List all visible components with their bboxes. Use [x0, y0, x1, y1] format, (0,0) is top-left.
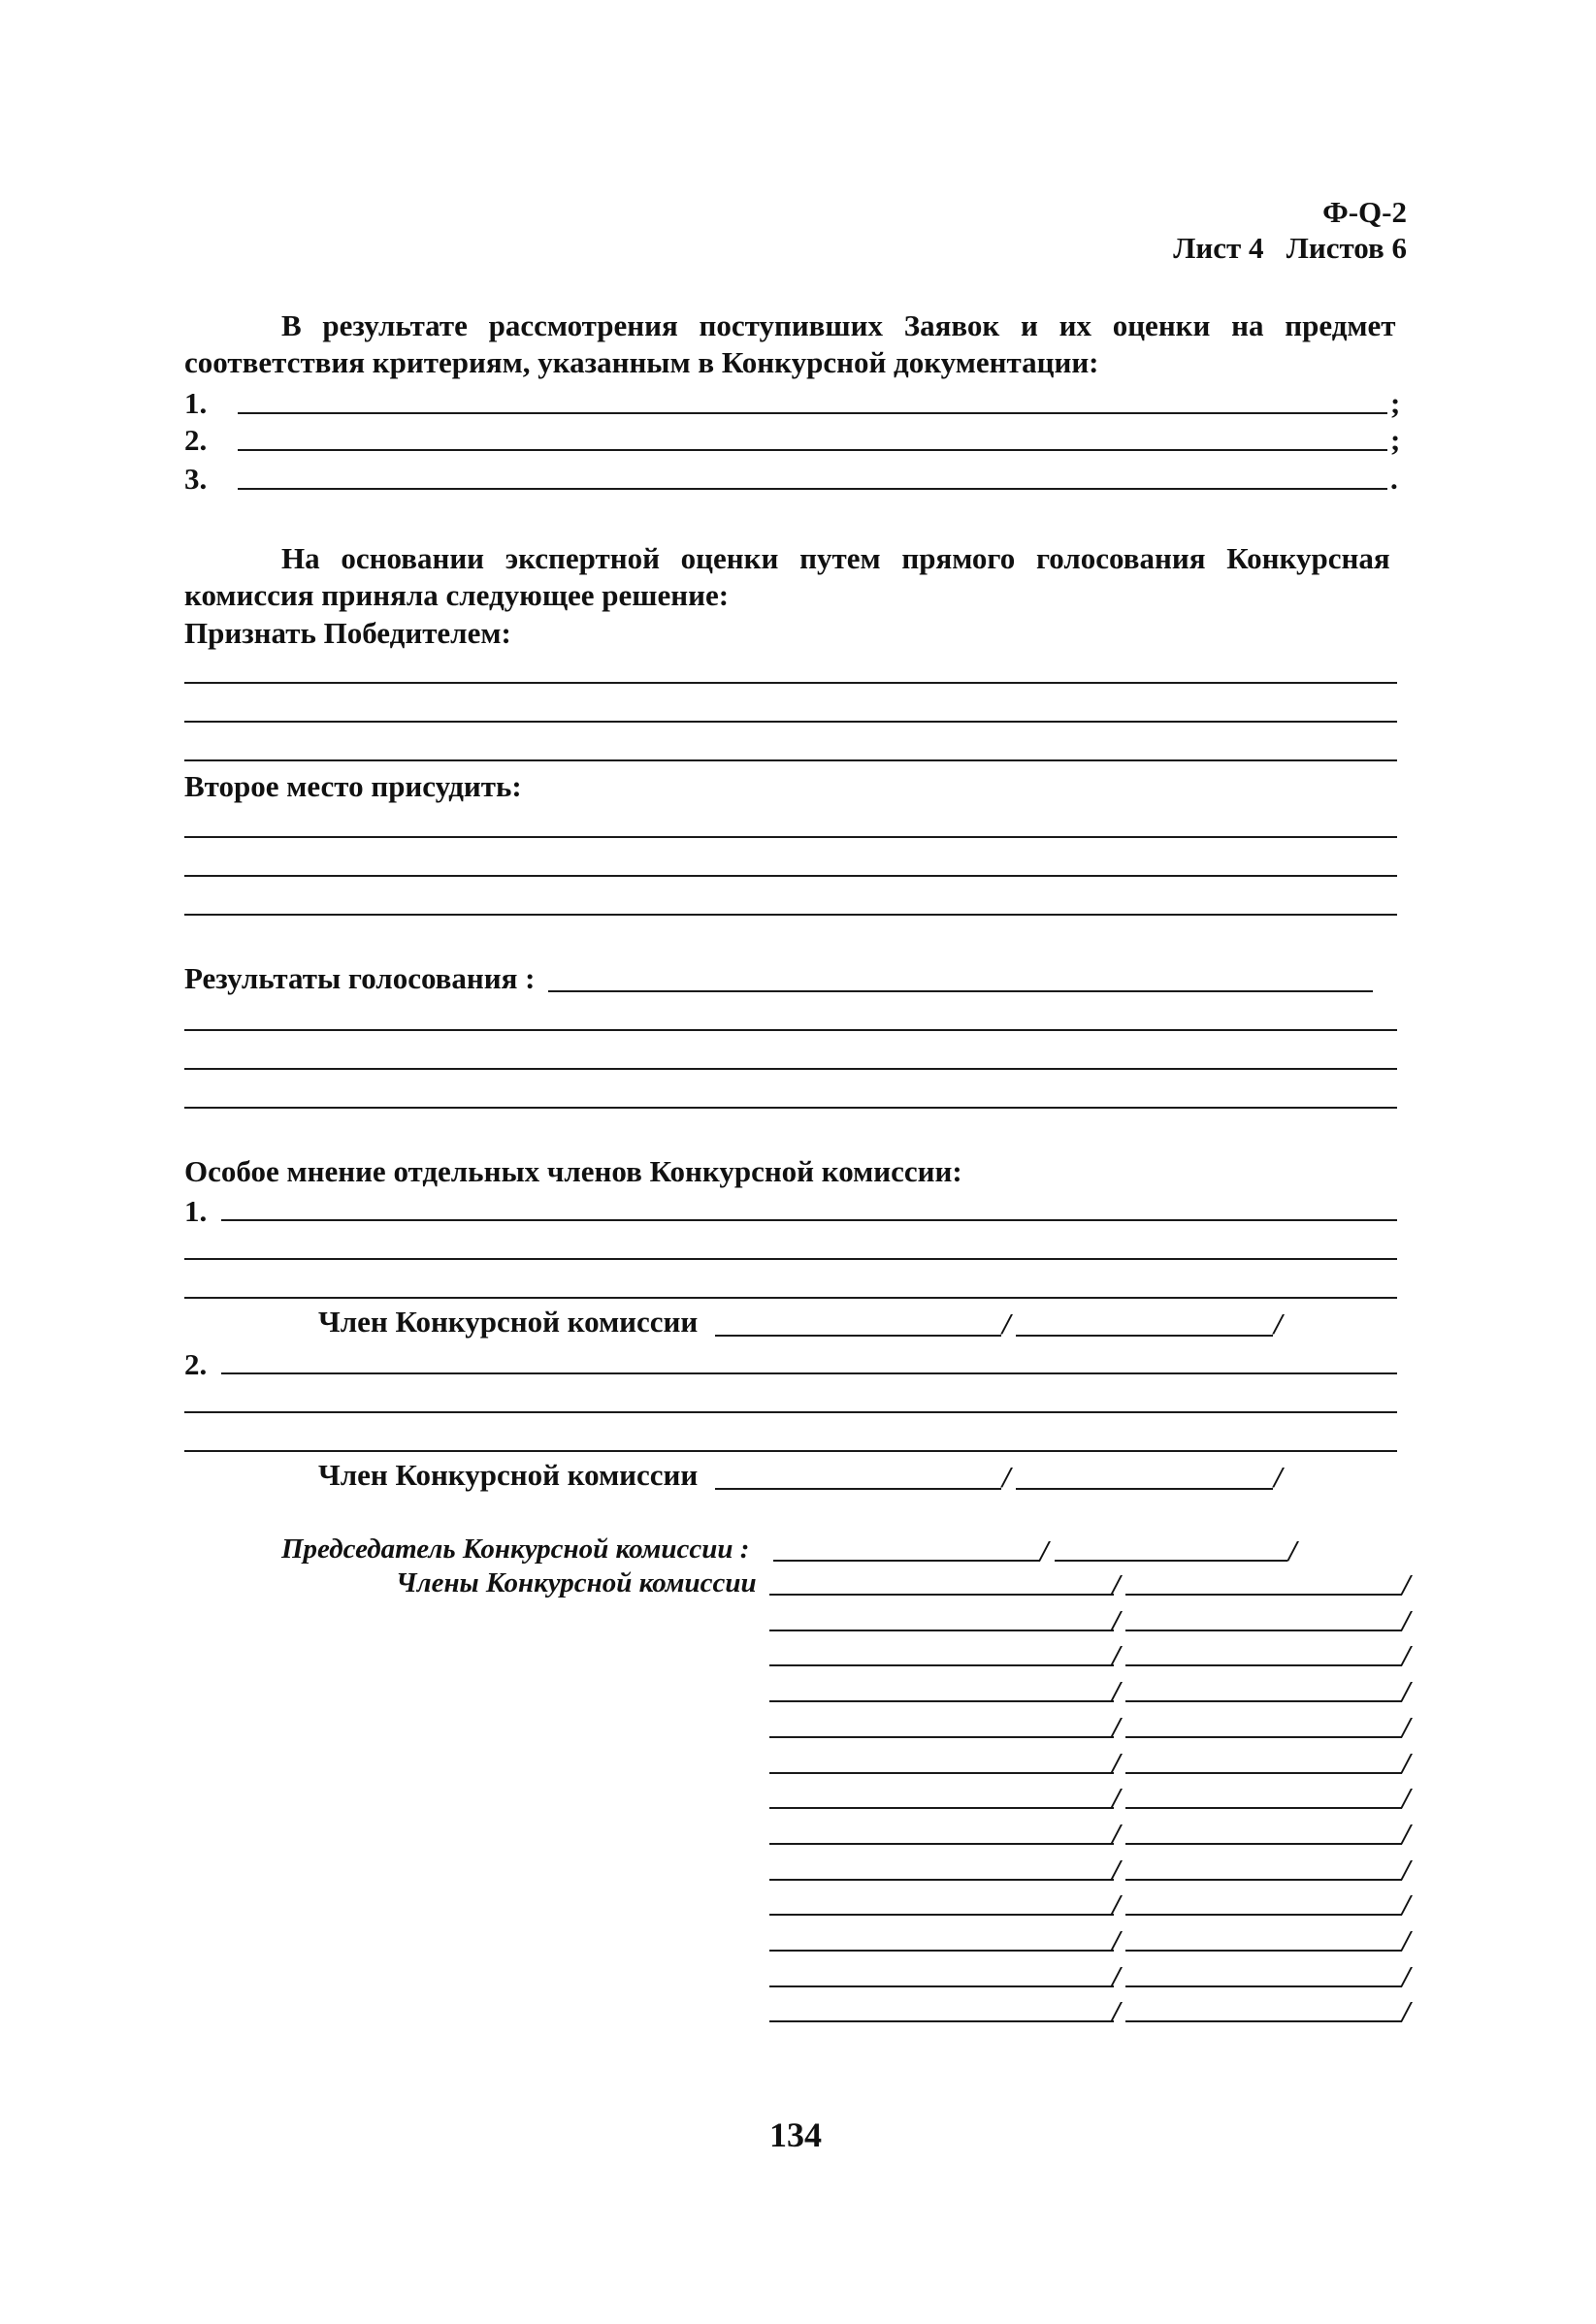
results-item-2-end: ;	[1390, 423, 1401, 457]
chairman-slash-2: /	[1288, 1533, 1297, 1567]
dissent-2-number: 2.	[184, 1347, 208, 1381]
member-slash: /	[1112, 1638, 1121, 1672]
dissent-1-field-2[interactable]	[184, 1258, 1397, 1260]
member-slash: /	[1402, 1959, 1411, 1993]
second-place-label: Второе место присудить:	[184, 769, 522, 803]
dissent-2-field-1[interactable]	[221, 1372, 1397, 1374]
dissent-1-slash-2: /	[1274, 1307, 1283, 1340]
member-name-field[interactable]	[1125, 1914, 1402, 1916]
vote-results-label: Результаты голосования :	[184, 961, 536, 995]
member-signature-field[interactable]	[769, 1985, 1114, 1987]
member-slash: /	[1402, 1674, 1411, 1708]
member-signature-field[interactable]	[769, 1843, 1114, 1845]
results-item-1-end: ;	[1390, 386, 1401, 420]
decision-paragraph-line1: На основании экспертной оценки путем прямого голосования Конкурсная	[281, 541, 1390, 575]
chairman-signature-field[interactable]	[773, 1560, 1040, 1562]
members-label: Члены Конкурсной комиссии	[396, 1567, 757, 1598]
member-name-field[interactable]	[1125, 1772, 1402, 1774]
dissent-title: Особое мнение отдельных членов Конкурсной комиссии:	[184, 1154, 962, 1188]
member-signature-field[interactable]	[769, 1736, 1114, 1738]
member-name-field[interactable]	[1125, 2020, 1402, 2022]
member-slash: /	[1112, 1817, 1121, 1851]
results-item-1-field[interactable]	[238, 412, 1387, 414]
member-signature-field[interactable]	[769, 1914, 1114, 1916]
member-signature-field[interactable]	[769, 1700, 1114, 1702]
dissent-2-field-2[interactable]	[184, 1411, 1397, 1413]
member-slash: /	[1112, 1674, 1121, 1708]
member-signature-field[interactable]	[769, 2020, 1114, 2022]
member-slash: /	[1112, 1853, 1121, 1887]
chairman-slash-1: /	[1040, 1533, 1049, 1567]
member-signature-field[interactable]	[769, 1950, 1114, 1952]
dissent-2-field-3[interactable]	[184, 1450, 1397, 1452]
member-slash: /	[1402, 1853, 1411, 1887]
member-slash: /	[1402, 1781, 1411, 1815]
results-item-1-number: 1.	[184, 386, 208, 420]
winner-field-1[interactable]	[184, 682, 1397, 684]
second-place-field-1[interactable]	[184, 836, 1397, 838]
vote-results-field-2[interactable]	[184, 1068, 1397, 1070]
member-signature-field[interactable]	[769, 1772, 1114, 1774]
member-signature-field[interactable]	[769, 1630, 1114, 1631]
member-signature-field[interactable]	[769, 1664, 1114, 1666]
decision-paragraph-line2: комиссия приняла следующее решение:	[184, 578, 730, 612]
member-slash: /	[1112, 1746, 1121, 1780]
dissent-1-name-field[interactable]	[1016, 1335, 1273, 1337]
member-signature-field[interactable]	[769, 1879, 1114, 1881]
dissent-1-signature-field[interactable]	[715, 1335, 1001, 1337]
winner-field-3[interactable]	[184, 759, 1397, 761]
results-item-3-end: .	[1390, 462, 1398, 496]
member-name-field[interactable]	[1125, 1736, 1402, 1738]
member-slash: /	[1112, 1994, 1121, 2028]
member-slash: /	[1402, 1638, 1411, 1672]
member-name-field[interactable]	[1125, 1594, 1402, 1596]
winner-label: Признать Победителем:	[184, 616, 511, 650]
sheet-info: Лист 4 Листов 6	[1173, 231, 1407, 265]
member-name-field[interactable]	[1125, 1843, 1402, 1845]
form-code: Ф-Q-2	[1322, 195, 1407, 229]
results-item-2-field[interactable]	[238, 449, 1387, 451]
chairman-name-field[interactable]	[1055, 1560, 1287, 1562]
member-slash: /	[1402, 1603, 1411, 1637]
dissent-1-field-1[interactable]	[221, 1219, 1397, 1221]
dissent-2-name-field[interactable]	[1016, 1488, 1273, 1490]
member-signature-field[interactable]	[769, 1807, 1114, 1809]
dissent-2-slash-2: /	[1274, 1460, 1283, 1494]
member-name-field[interactable]	[1125, 1630, 1402, 1631]
member-slash: /	[1112, 1567, 1121, 1601]
dissent-1-slash-1: /	[1002, 1307, 1011, 1340]
results-item-2-number: 2.	[184, 423, 208, 457]
vote-results-field-3[interactable]	[184, 1107, 1397, 1109]
page-number: 134	[769, 2115, 822, 2154]
second-place-field-3[interactable]	[184, 914, 1397, 916]
member-slash: /	[1402, 1994, 1411, 2028]
member-slash: /	[1402, 1567, 1411, 1601]
member-name-field[interactable]	[1125, 1985, 1402, 1987]
member-slash: /	[1402, 1746, 1411, 1780]
vote-results-field-0[interactable]	[548, 990, 1373, 992]
vote-results-field-1[interactable]	[184, 1029, 1397, 1031]
results-paragraph-line1: В результате рассмотрения поступивших Заявок и их оценки на предмет	[281, 308, 1396, 342]
dissent-1-field-3[interactable]	[184, 1297, 1397, 1299]
member-slash: /	[1402, 1817, 1411, 1851]
dissent-1-member-label: Член Конкурсной комиссии	[318, 1305, 699, 1339]
chairman-label: Председатель Конкурсной комиссии :	[281, 1533, 750, 1565]
member-slash: /	[1402, 1710, 1411, 1744]
member-slash: /	[1112, 1888, 1121, 1921]
results-paragraph-line2: соответствия критериям, указанным в Конкурсной документации:	[184, 345, 1099, 379]
member-slash: /	[1112, 1603, 1121, 1637]
member-slash: /	[1112, 1959, 1121, 1993]
member-slash: /	[1402, 1923, 1411, 1957]
member-signature-field[interactable]	[769, 1594, 1114, 1596]
member-name-field[interactable]	[1125, 1664, 1402, 1666]
results-item-3-number: 3.	[184, 462, 208, 496]
dissent-2-signature-field[interactable]	[715, 1488, 1001, 1490]
dissent-2-member-label: Член Конкурсной комиссии	[318, 1458, 699, 1492]
dissent-1-number: 1.	[184, 1194, 208, 1228]
member-slash: /	[1112, 1923, 1121, 1957]
member-slash: /	[1402, 1888, 1411, 1921]
results-item-3-field[interactable]	[238, 488, 1387, 490]
member-name-field[interactable]	[1125, 1950, 1402, 1952]
member-name-field[interactable]	[1125, 1879, 1402, 1881]
dissent-2-slash-1: /	[1002, 1460, 1011, 1494]
member-name-field[interactable]	[1125, 1807, 1402, 1809]
member-name-field[interactable]	[1125, 1700, 1402, 1702]
winner-field-2[interactable]	[184, 721, 1397, 723]
member-slash: /	[1112, 1781, 1121, 1815]
second-place-field-2[interactable]	[184, 875, 1397, 877]
member-slash: /	[1112, 1710, 1121, 1744]
